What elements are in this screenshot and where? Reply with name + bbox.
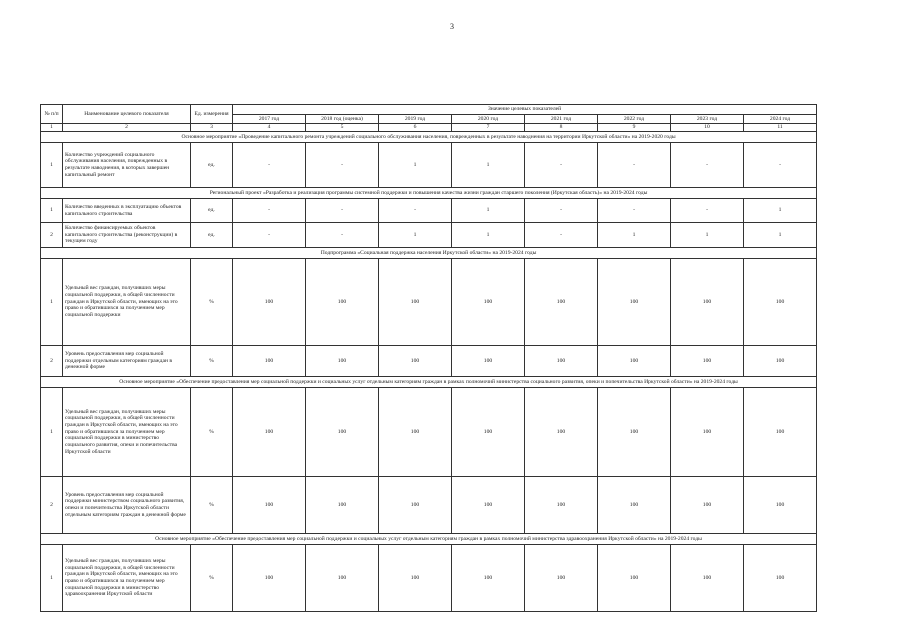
indicator-value: 100 — [525, 545, 598, 612]
indicator-name: Удельный вес граждан, получивших меры социальной поддержки, в общей численности граждан в Иркутской области, имеющих на это право и обратившихся за получением мер социальной поддержки в министерство социального развития, опеки и попечительства Иркутской области — [63, 388, 191, 477]
indicator-unit: ед. — [191, 199, 233, 223]
indicator-value: 1 — [598, 223, 671, 248]
indicator-value: 1 — [744, 199, 817, 223]
indicator-value: 100 — [598, 346, 671, 377]
column-number: 4 — [233, 124, 306, 132]
indicator-value: 100 — [233, 259, 306, 346]
row-number: 1 — [41, 143, 63, 188]
indicator-value: - — [598, 199, 671, 223]
table-row — [41, 223, 817, 248]
header-year: 2023 год — [671, 115, 744, 124]
indicator-value: 100 — [744, 477, 817, 534]
indicator-unit: % — [191, 259, 233, 346]
column-number: 3 — [191, 124, 233, 132]
indicator-value: 100 — [744, 346, 817, 377]
indicator-value: 100 — [379, 545, 452, 612]
row-number: 2 — [41, 223, 63, 248]
header-year: 2019 год — [379, 115, 452, 124]
indicator-value: 1 — [744, 223, 817, 248]
header-col-no: № п/п — [41, 105, 63, 124]
indicator-value: 100 — [452, 346, 525, 377]
section-title: Основное мероприятие «Обеспечение предоставления мер социальной поддержки и социальных услуг отдельным категориям граждан в рамках полномочий министерства здравоохранения Иркутской области» на 2019-2024 годы — [41, 534, 817, 545]
indicator-value: 100 — [671, 346, 744, 377]
table-row — [41, 199, 817, 223]
row-number: 1 — [41, 199, 63, 223]
indicator-name: Количество учреждений социального обслуживания населения, поврежденных в результате наводнения, в которых завершен капитальный ремонт — [63, 143, 191, 188]
indicator-value: 100 — [525, 346, 598, 377]
header-year: 2017 год — [233, 115, 306, 124]
column-number: 7 — [452, 124, 525, 132]
section-title: Основное мероприятие «Проведение капитального ремонта учреждений социального обслуживания населения, поврежденных в результате наводнения на территории Иркутской области» на 2019-2020 годы — [41, 132, 817, 143]
indicator-unit: ед. — [191, 143, 233, 188]
indicator-value: - — [525, 143, 598, 188]
header-year: 2022 год — [598, 115, 671, 124]
section-row — [41, 188, 817, 199]
indicator-value: - — [744, 143, 817, 188]
indicator-value: - — [598, 143, 671, 188]
indicator-value: 100 — [452, 477, 525, 534]
indicator-value: 1 — [379, 223, 452, 248]
indicator-name: Количество финансируемых объектов капитального строительства (реконструкции) в текущем году — [63, 223, 191, 248]
indicator-value: - — [306, 143, 379, 188]
indicator-value: 1 — [452, 199, 525, 223]
header-col-group: Значение целевых показателей — [233, 105, 817, 115]
section-title: Основное мероприятие «Обеспечение предоставления мер социальной поддержки и социальных услуг отдельным категориям граждан в рамках полномочий министерства социального развития, опеки и попечительства Иркутской области» на 2019-2024 годы — [41, 377, 817, 388]
indicator-value: 100 — [379, 259, 452, 346]
indicator-value: 100 — [744, 388, 817, 477]
row-number: 2 — [41, 346, 63, 377]
table-row — [41, 388, 817, 477]
indicator-value: 1 — [671, 223, 744, 248]
indicator-value: 100 — [306, 346, 379, 377]
indicator-value: 100 — [452, 545, 525, 612]
section-title: Региональный проект «Разработка и реализация программы системной поддержки и повышения качества жизни граждан старшего поколения (Иркутская область)» на 2019-2024 годы — [41, 188, 817, 199]
indicator-value: 100 — [671, 259, 744, 346]
section-row — [41, 248, 817, 259]
header-row — [41, 105, 817, 115]
row-number: 1 — [41, 545, 63, 612]
column-number: 1 — [41, 124, 63, 132]
indicator-value: 100 — [306, 545, 379, 612]
indicator-value: 100 — [233, 545, 306, 612]
header-col-name: Наименование целевого показателя — [63, 105, 191, 124]
indicator-name: Удельный вес граждан, получивших меры социальной поддержки, в общей численности граждан в Иркутской области, имеющих на это право и обратившихся за получением мер социальной поддержки — [63, 259, 191, 346]
indicator-value: 1 — [452, 223, 525, 248]
section-title: Подпрограмма «Социальная поддержка населения Иркутской области» на 2019-2024 годы — [41, 248, 817, 259]
indicator-value: 100 — [744, 259, 817, 346]
header-year: 2021 год — [525, 115, 598, 124]
column-number: 5 — [306, 124, 379, 132]
indicator-value: 100 — [598, 477, 671, 534]
header-year: 2018 год (оценка) — [306, 115, 379, 124]
column-number: 10 — [671, 124, 744, 132]
header-col-unit: Ед. измерения — [191, 105, 233, 124]
section-row — [41, 377, 817, 388]
indicator-name: Уровень предоставления мер социальной поддержки отдельным категориям граждан в денежной форме — [63, 346, 191, 377]
indicator-unit: % — [191, 346, 233, 377]
column-number: 2 — [63, 124, 191, 132]
indicator-value: 100 — [379, 477, 452, 534]
indicator-unit: % — [191, 477, 233, 534]
indicator-value: 100 — [233, 346, 306, 377]
indicator-value: 1 — [379, 143, 452, 188]
header-year: 2024 год — [744, 115, 817, 124]
table-row — [41, 346, 817, 377]
indicator-value: 100 — [379, 388, 452, 477]
indicator-value: 100 — [671, 545, 744, 612]
indicator-value: - — [233, 223, 306, 248]
indicator-value: 100 — [233, 477, 306, 534]
indicator-value: 100 — [306, 388, 379, 477]
indicator-name: Количество введенных в эксплуатацию объектов капитального строительства — [63, 199, 191, 223]
indicator-name: Удельный вес граждан, получивших меры социальной поддержки, в общей численности граждан в Иркутской области, имеющих на это право и обратившихся за получением мер социальной поддержки в министерство здравоохранения Иркутской области — [63, 545, 191, 612]
indicator-value: 100 — [525, 477, 598, 534]
indicator-value: - — [671, 143, 744, 188]
row-number: 2 — [41, 477, 63, 534]
indicator-unit: % — [191, 545, 233, 612]
indicator-value: 100 — [671, 477, 744, 534]
table-row — [41, 477, 817, 534]
header-year: 2020 год — [452, 115, 525, 124]
row-number: 1 — [41, 259, 63, 346]
indicator-value: - — [233, 199, 306, 223]
table-row — [41, 143, 817, 188]
target-indicators-table — [40, 104, 817, 612]
indicator-value: - — [671, 199, 744, 223]
column-number: 9 — [598, 124, 671, 132]
indicator-value: 100 — [598, 388, 671, 477]
section-row — [41, 132, 817, 143]
indicator-value: 100 — [233, 388, 306, 477]
indicator-value: - — [525, 199, 598, 223]
column-numbers-row — [41, 124, 817, 132]
table-row — [41, 259, 817, 346]
page-number: 3 — [450, 22, 454, 31]
indicator-value: - — [306, 223, 379, 248]
indicator-value: 100 — [306, 259, 379, 346]
indicator-value: 100 — [379, 346, 452, 377]
indicator-value: 100 — [598, 545, 671, 612]
indicator-value: 100 — [452, 388, 525, 477]
column-number: 11 — [744, 124, 817, 132]
indicator-unit: ед. — [191, 223, 233, 248]
indicator-value: - — [525, 223, 598, 248]
indicator-unit: % — [191, 388, 233, 477]
indicator-name: Уровень предоставления мер социальной поддержки министерством социального развития, опеки и попечительства Иркутской области отдельным категориям граждан в денежной форме — [63, 477, 191, 534]
indicator-value: 100 — [525, 259, 598, 346]
indicator-value: - — [379, 199, 452, 223]
indicator-value: - — [233, 143, 306, 188]
column-number: 8 — [525, 124, 598, 132]
table-row — [41, 545, 817, 612]
indicator-value: 100 — [744, 545, 817, 612]
indicator-value: - — [306, 199, 379, 223]
indicator-value: 100 — [306, 477, 379, 534]
indicator-value: 100 — [598, 259, 671, 346]
indicator-value: 100 — [671, 388, 744, 477]
indicator-value: 100 — [452, 259, 525, 346]
indicator-value: 1 — [452, 143, 525, 188]
column-number: 6 — [379, 124, 452, 132]
indicator-value: 100 — [525, 388, 598, 477]
row-number: 1 — [41, 388, 63, 477]
section-row — [41, 534, 817, 545]
